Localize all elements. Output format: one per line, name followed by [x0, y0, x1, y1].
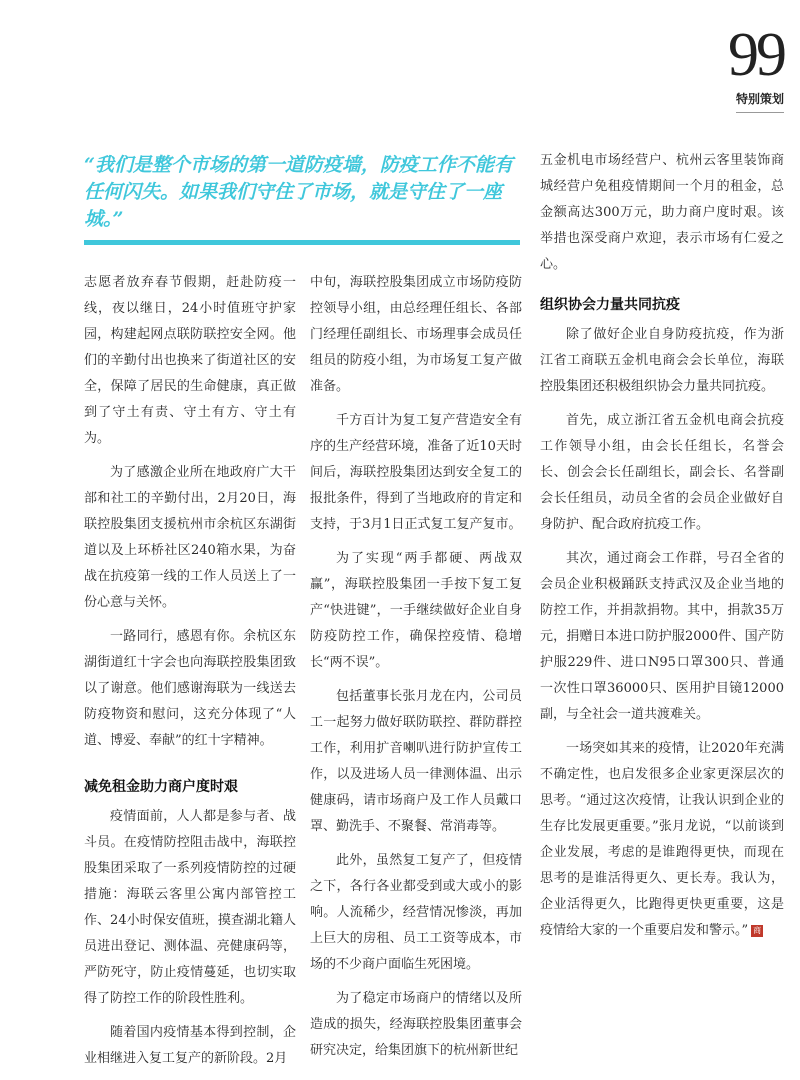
article-column-3	[540, 148, 784, 952]
paragraph	[310, 408, 522, 538]
article-column-1	[84, 270, 296, 1080]
paragraph	[84, 1020, 296, 1072]
paragraph-text: 千方百计为复工复产营造安全有序的生产经营环境，准备了近10天时间后，海联控股集团达到安全复工的报批条件，得到了当地政府的肯定和支持，于3月1日正式复工复产复市。	[310, 413, 522, 532]
paragraph	[84, 460, 296, 616]
header-divider	[736, 112, 784, 113]
paragraph-text: 除了做好企业自身防疫抗疫，作为浙江省工商联五金机电商会会长单位，海联控股集团还积极组织协会力量共同抗疫。	[540, 327, 784, 394]
paragraph-text: 首先，成立浙江省五金机电商会抗疫工作领导小组，由会长任组长，名誉会长、创会会长任副组长，副会长、名誉副会长任组员，动员全省的会员企业做好自身防护、配合政府抗疫工作。	[540, 413, 784, 532]
paragraph	[310, 684, 522, 840]
paragraph	[84, 804, 296, 1012]
section-heading	[540, 294, 784, 316]
paragraph-text: 为了稳定市场商户的情绪以及所造成的损失，经海联控股集团董事会研究决定，给集团旗下的杭州新世纪	[310, 991, 522, 1058]
paragraph	[84, 624, 296, 754]
paragraph	[310, 546, 522, 676]
paragraph	[540, 148, 784, 278]
article-column-2	[310, 270, 522, 1072]
end-mark-icon: 商	[753, 925, 762, 935]
paragraph-text: 一路同行，感恩有你。余杭区东湖街道红十字会也向海联控股集团致以了谢意。他们感谢海联为一线送去防疫物资和慰问，这充分体现了“人道、博爱、奉献”的红十字精神。	[84, 629, 296, 748]
pull-quote: “我们是整个市场的第一道防疫墙，防疫工作不能有任何闪失。如果我们守住了市场，就是守住了一座城。”	[84, 154, 513, 230]
paragraph	[540, 736, 784, 944]
paragraph	[310, 270, 522, 400]
paragraph-text: 疫情面前，人人都是参与者、战斗员。在疫情防控阻击战中，海联控股集团采取了一系列疫情防控的过硬措施：海联云客里公寓内部管控工作、24小时保安值班，摸查湖北籍人员进出登记、测体温、亮健康码等，严防死守，防止疫情蔓延，也切实取得了防控工作的阶段性胜利。	[84, 809, 296, 1006]
paragraph-text: 志愿者放弃春节假期，赶赴防疫一线，夜以继日，24小时值班守护家园，构建起网点联防联控安全网。他们的辛勤付出也换来了街道社区的安全，保障了居民的生命健康，真正做到了守土有责、守土有方、守土有为。	[84, 275, 296, 446]
pull-quote-rule	[84, 240, 520, 245]
section-label: 特别策划	[735, 92, 784, 106]
paragraph-text: 随着国内疫情基本得到控制，企业相继进入复工复产的新阶段。2月	[84, 1025, 296, 1066]
paragraph	[310, 848, 522, 978]
heading-text: 减免租金助力商户度时艰	[84, 779, 238, 795]
paragraph-text: 此外，虽然复工复产了，但疫情之下，各行各业都受到或大或小的影响。人流稀少，经营情况惨淡，再加上巨大的房租、员工工资等成本，市场的不少商户面临生死困境。	[310, 853, 522, 972]
paragraph	[84, 270, 296, 452]
paragraph	[540, 546, 784, 728]
paragraph	[540, 408, 784, 538]
paragraph-text: 包括董事长张月龙在内，公司员工一起努力做好联防联控、群防群控工作，利用扩音喇叭进行防护宣传工作，以及进场人员一律测体温、出示健康码，请市场商户及工作人员戴口罩、勤洗手、不聚餐、常消毒等。	[310, 689, 522, 834]
paragraph-text: 为了感激企业所在地政府广大干部和社工的辛勤付出，2月20日，海联控股集团支援杭州市余杭区东湖街道以及上环桥社区240箱水果，为奋战在抗疫第一线的工作人员送上了一份心意与关怀。	[84, 465, 296, 610]
heading-text: 组织协会力量共同抗疫	[540, 297, 680, 313]
paragraph	[540, 322, 784, 400]
paragraph-text: 一场突如其来的疫情，让2020年充满不确定性，也启发很多企业家更深层次的思考。“通过这次疫情，让我认识到企业的生存比发展更重要。”张月龙说，“以前谈到企业发展，考虑的是谁跑得更快，而现在思考的是谁活得更久、更长寿。我认为，企业活得更久，比跑得更快更重要，这是疫情给大家的一个重要启发和警示。”	[540, 741, 784, 938]
paragraph-text: 其次，通过商会工作群，号召全省的会员企业积极踊跃支持武汉及企业当地的防控工作，并捐款捐物。其中，捐款35万元，捐赠日本进口防护服2000件、国产防护服229件、进口N95口罩300只、普通一次性口罩36000只、医用护目镜12000副，与全社会一道共渡难关。	[540, 551, 784, 722]
paragraph	[310, 986, 522, 1064]
section-heading	[84, 776, 296, 798]
page-number: 99	[728, 21, 784, 89]
paragraph-text: 中旬，海联控股集团成立市场防疫防控领导小组，由总经理任组长、各部门经理任副组长、市场理事会成员任组员的防疫小组，为市场复工复产做准备。	[310, 275, 522, 394]
paragraph-text: 为了实现“两手都硬、两战双赢”，海联控股集团一手按下复工复产“快进键”，一手继续做好企业自身防疫防控工作，确保控疫情、稳增长“两不误”。	[310, 551, 522, 670]
paragraph-text: 五金机电市场经营户、杭州云客里装饰商城经营户免租疫情期间一个月的租金，总金额高达300万元，助力商户度时艰。该举措也深受商户欢迎，表示市场有仁爱之心。	[540, 153, 784, 272]
